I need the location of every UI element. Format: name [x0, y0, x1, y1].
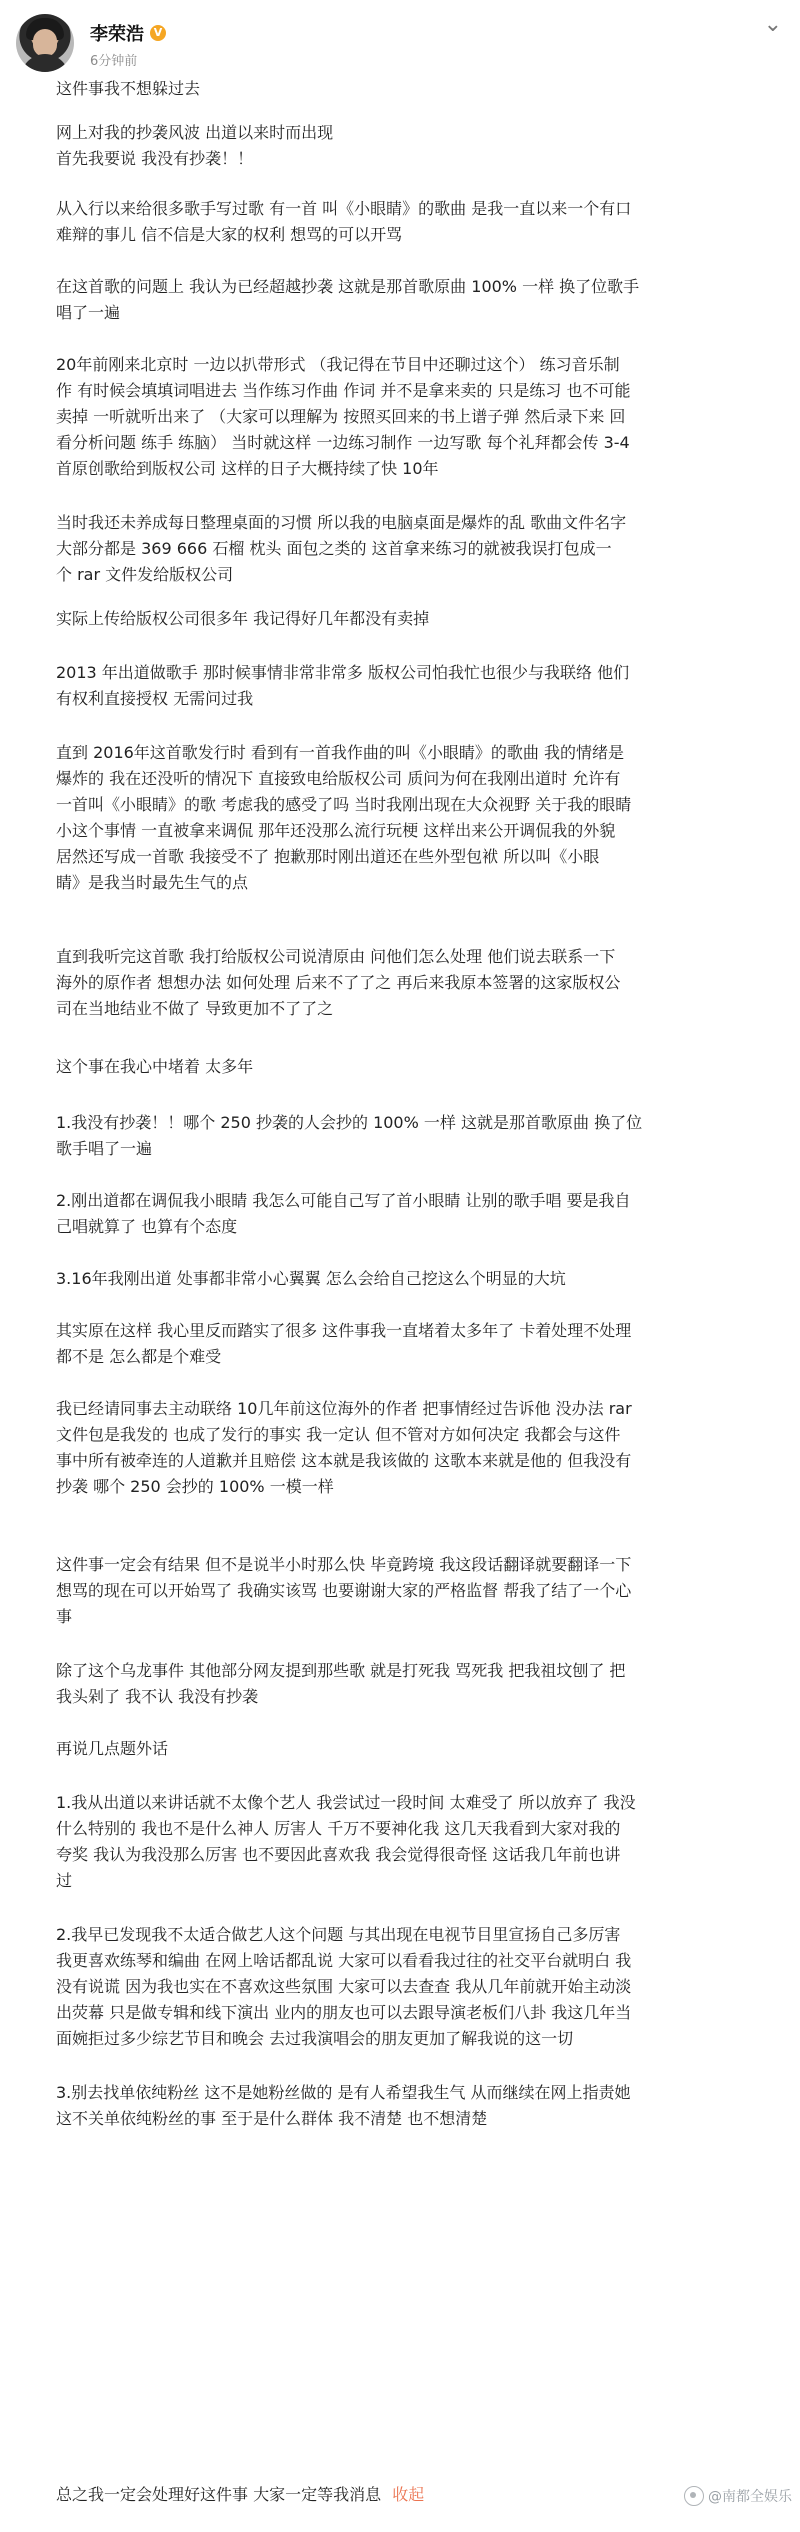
paragraph: 2013 年出道做歌手 那时候事情非常非常多 版权公司怕我忙也很少与我联络 他们 有权利直接授权 无需问过我 [56, 663, 630, 708]
paragraph: 其实原在这样 我心里反而踏实了很多 这件事我一直堵着太多年了 卡着处理不处理 都不是 怎么都是个难受 [56, 1321, 632, 1366]
paragraph: 直到 2016年这首歌发行时 看到有一首我作曲的叫《小眼睛》的歌曲 我的情绪是 爆炸的 我在还没听的情况下 直接致电给版权公司 质问为何在我刚出道时 允许有 一首叫《小眼睛》的歌 考虑我的感受了吗 当时我刚出现在大众视野 关于我的眼睛 小这个事情 一直被拿来调侃 那年还没那么流行玩梗 这样出来公开调侃我的外貌 居然还写成一首歌 我接受不了 抱歉那时刚出道还在些外型包袱 所以叫《小眼 睛》是我当时最先生气的点 [56, 743, 632, 892]
post-time: 6分钟前 [90, 54, 138, 69]
paragraph: 这件事我不想躲过去 [56, 79, 201, 98]
closing-text: 总之我一定会处理好这件事 大家一定等我消息 [56, 2485, 382, 2504]
paragraph: 实际上传给版权公司很多年 我记得好几年都没有卖掉 [56, 609, 430, 628]
paragraph: 20年前刚来北京时 一边以扒带形式 （我记得在节目中还聊过这个） 练习音乐制 作 有时候会填填词唱进去 当作练习作曲 作词 并不是拿来卖的 只是练习 也不可能 卖掉 一听就听出来了 （大家可以理解为 按照买回来的书上谱子弹 然后录下来 回 看分析问题 练手 练脑） 当时就这样 一边练习制作 一边写歌 每个礼拜都会传 3-4 首原创歌给到版权公司 这样的日子大概持续了快 10年 [56, 355, 631, 478]
author-name[interactable]: 李荣浩 [90, 24, 144, 45]
paragraph: 2.刚出道都在调侃我小眼睛 我怎么可能自己写了首小眼睛 让别的歌手唱 要是我自 己唱就算了 也算有个态度 [56, 1191, 631, 1236]
verified-badge-icon: V [150, 25, 166, 41]
avatar-face [33, 29, 57, 57]
paragraph: 我已经请同事去主动联络 10几年前这位海外的作者 把事情经过告诉他 没办法 rar 文件包是我发的 也成了发行的事实 我一定认 但不管对方如何决定 我都会与这件 事中所有被牵连的人道歉并且赔偿 这本就是我该做的 这歌本来就是他的 但我没有 抄袭 哪个 250 会抄的 100% 一模一样 [56, 1399, 632, 1496]
paragraph: 3.16年我刚出道 处事都非常小心翼翼 怎么会给自己挖这么个明显的大坑 [56, 1269, 566, 1288]
paragraph: 网上对我的抄袭风波 出道以来时而出现 首先我要说 我没有抄袭！！ [56, 123, 334, 168]
paragraph: 3.别去找单依纯粉丝 这不是她粉丝做的 是有人希望我生气 从而继续在网上指责她 这不关单依纯粉丝的事 至于是什么群体 我不清楚 也不想清楚 [56, 2083, 631, 2128]
collapse-link[interactable]: 收起 [392, 2485, 425, 2504]
avatar-body [21, 54, 69, 72]
paragraph: 当时我还未养成每日整理桌面的习惯 所以我的电脑桌面是爆炸的乱 歌曲文件名字 大部分都是 369 666 石榴 枕头 面包之类的 这首拿来练习的就被我误打包成一 个 rar 文件发给版权公司 [56, 513, 627, 584]
paragraph: 直到我听完这首歌 我打给版权公司说清原由 问他们怎么处理 他们说去联系一下 海外的原作者 想想办法 如何处理 后来不了了之 再后来我原本签署的这家版权公 司在当地结业不做了 导致更加不了了之 [56, 947, 621, 1018]
paragraph: 除了这个乌龙事件 其他部分网友提到那些歌 就是打死我 骂死我 把我祖坟刨了 把 我头剁了 我不认 我没有抄袭 [56, 1661, 626, 1706]
paragraph: 1.我没有抄袭！！哪个 250 抄袭的人会抄的 100% 一样 这就是那首歌原曲 换了位 歌手唱了一遍 [56, 1113, 643, 1158]
avatar[interactable] [16, 14, 74, 72]
paragraph: 2.我早已发现我不太适合做艺人这个问题 与其出现在电视节目里宣扬自己多厉害 我更喜欢练琴和编曲 在网上啥话都乱说 大家可以看看我过往的社交平台就明白 我 没有说谎 因为我也实在不喜欢这些氛围 大家可以去查查 我从几年前就开始主动淡 出荧幕 只是做专辑和线下演出 业内的朋友也可以去跟导演老板们八卦 我这几年当 面婉拒过多少综艺节目和晚会 去过我演唱会的朋友更加了解我说的这一切 [56, 1925, 632, 2048]
watermark [684, 2486, 792, 2506]
paragraph: 在这首歌的问题上 我认为已经超越抄袭 这就是那首歌原曲 100% 一样 换了位歌手 唱了一遍 [56, 277, 640, 322]
author-row [90, 20, 166, 46]
post-header [16, 14, 786, 78]
chevron-down-icon[interactable]: ⌄ [763, 12, 782, 37]
paragraph: 从入行以来给很多歌手写过歌 有一首 叫《小眼睛》的歌曲 是我一直以来一个有口 难辩的事儿 信不信是大家的权利 想骂的可以开骂 [56, 199, 632, 244]
paragraph: 1.我从出道以来讲话就不太像个艺人 我尝试过一段时间 太难受了 所以放弃了 我没 什么特别的 我也不是什么神人 厉害人 千万不要神化我 这几天我看到大家对我的 夸奖 我认为我没那么厉害 也不要因此喜欢我 我会觉得很奇怪 这话我几年前也讲 过 [56, 1793, 636, 1890]
post-footer [56, 2482, 424, 2508]
paragraph: 这个事在我心中堵着 太多年 [56, 1057, 254, 1076]
paragraph: 再说几点题外话 [56, 1739, 169, 1758]
watermark-text: @南都全娱乐 [708, 2489, 792, 2505]
paragraph: 这件事一定会有结果 但不是说半小时那么快 毕竟跨境 我这段话翻译就要翻译一下 想骂的现在可以开始骂了 我确实该骂 也要谢谢大家的严格监督 帮我了结了一个心 事 [56, 1555, 632, 1626]
weibo-logo-icon [684, 2486, 704, 2506]
